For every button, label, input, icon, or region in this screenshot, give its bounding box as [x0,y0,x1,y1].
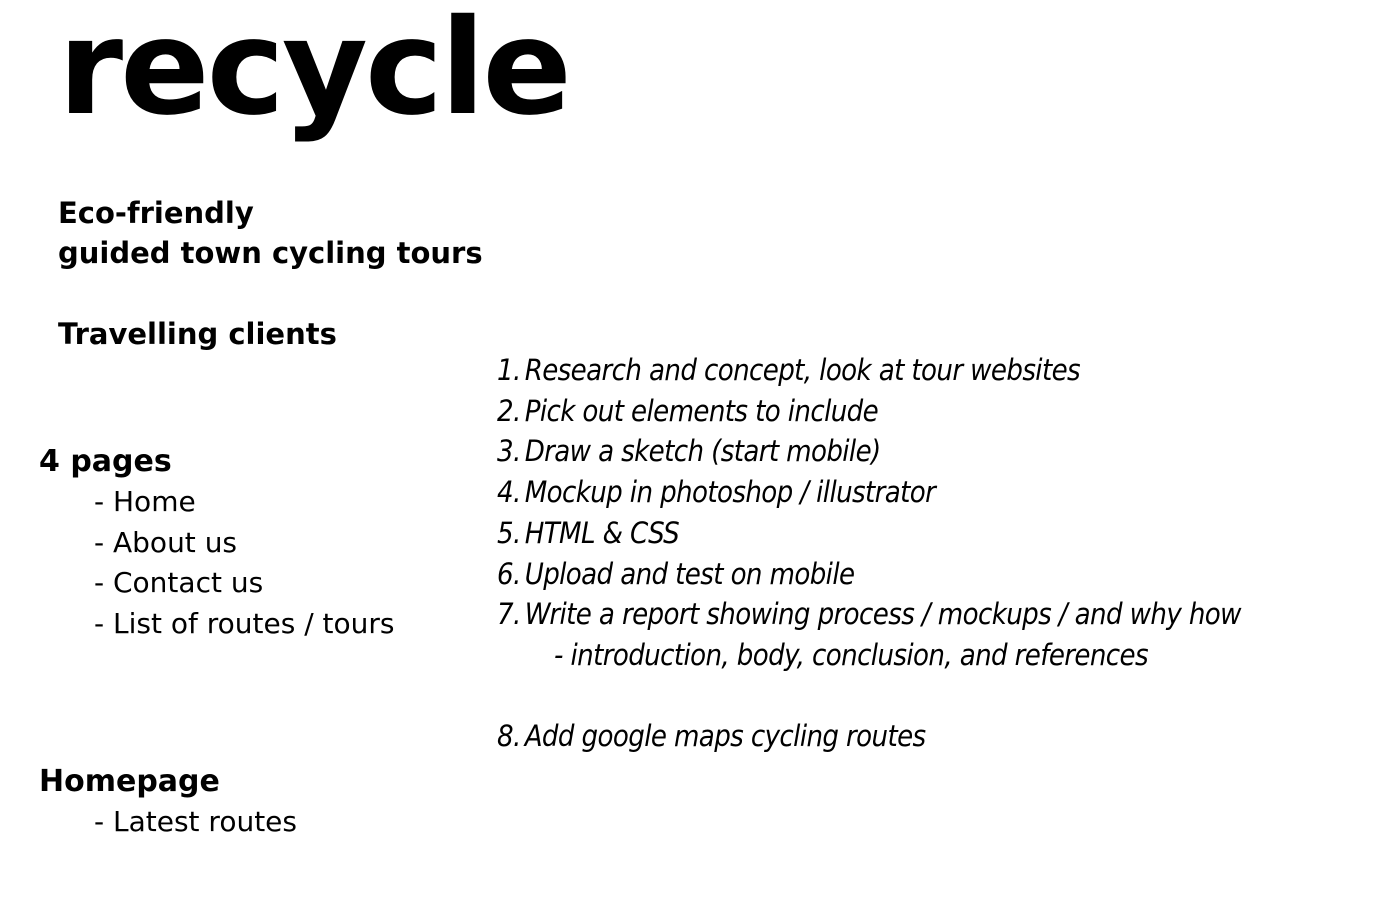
pages-heading: 4 pages [39,444,172,479]
step-text: Pick out elements to include [524,393,879,428]
step-text: Upload and test on mobile [524,556,855,591]
step-text: Write a report showing process / mockups / and why how [524,597,1241,632]
step-item [497,391,1387,432]
step-number: 8. [497,719,521,754]
page-item-routes: - List of routes / tours [94,606,395,640]
step-number: 7. [497,597,521,632]
page-item-home: - Home [94,485,196,518]
step-item [497,431,1387,472]
homepage-heading: Homepage [39,764,220,799]
brand-title: recycle [58,0,569,145]
steps-spacer [497,676,1387,717]
step-number: 4. [497,475,521,510]
step-number: 6. [497,556,521,591]
page-item-contact: - Contact us [94,566,264,599]
step-7-subpoint: - introduction, body, conclusion, and references [554,637,1149,672]
pages-section [39,442,395,644]
page-item-about: - About us [94,525,238,559]
step-item [497,350,1387,391]
steps-list [497,350,1387,757]
target-audience: Travelling clients [58,317,337,351]
tagline-line-2: guided town cycling tours [58,236,483,270]
step-number: 3. [497,434,521,469]
process-steps [497,350,1387,757]
tagline-line-1: Eco-friendly [58,196,254,230]
homepage-section [39,762,297,843]
step-text: Mockup in photoshop / illustrator [524,475,936,510]
tagline [58,193,483,273]
homepage-item-latest-routes: - Latest routes [94,805,297,838]
step-number: 2. [497,393,521,428]
step-text: Draw a sketch (start mobile) [524,434,881,469]
step-item [497,716,1387,757]
step-item [497,554,1387,595]
step-item [497,513,1387,554]
pages-list [39,482,395,644]
homepage-list [39,802,297,843]
step-item [497,594,1387,675]
step-text: Add google maps cycling routes [524,719,926,754]
step-number: 5. [497,515,521,550]
step-item [497,472,1387,513]
step-text: Research and concept, look at tour websites [524,353,1081,387]
step-text: HTML & CSS [524,515,680,550]
step-number: 1. [497,353,521,387]
